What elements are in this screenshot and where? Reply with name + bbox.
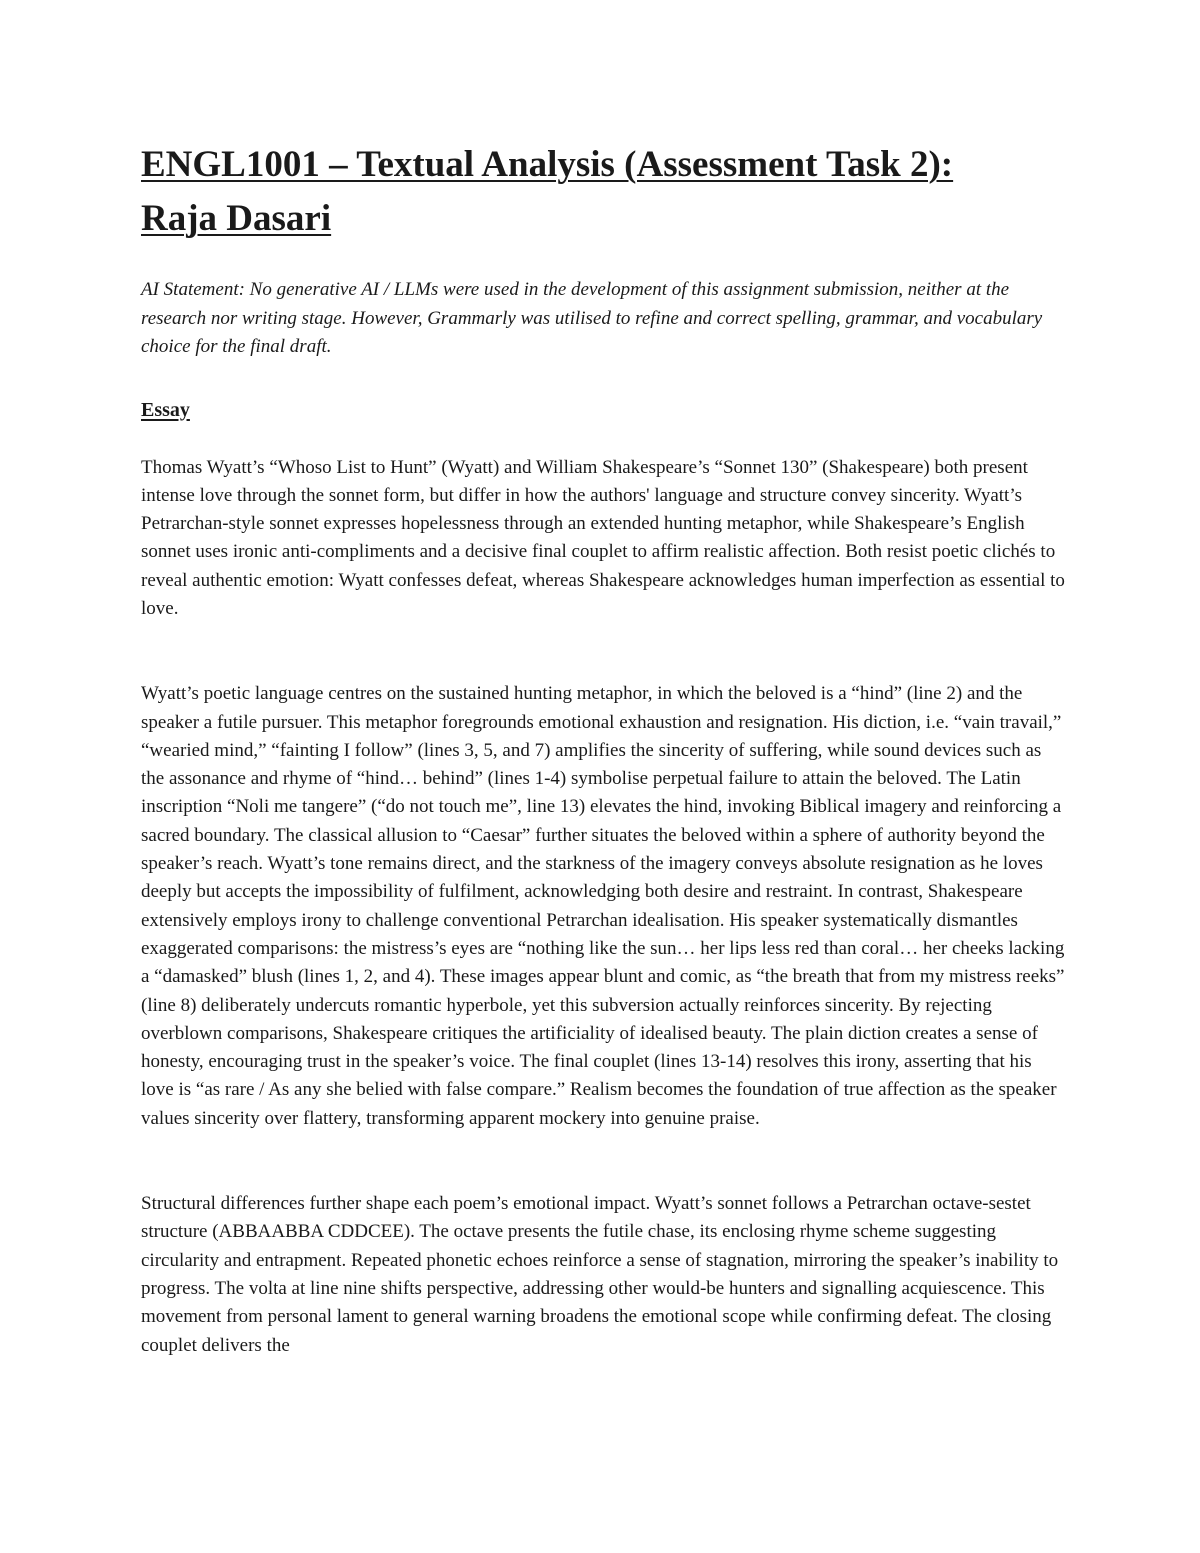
document-page xyxy=(141,138,1066,1360)
essay-paragraph-3: Structural differences further shape each poem’s emotional impact. Wyatt’s sonnet follows a Petrarchan octave-sestet structure (ABBAABBA CDDCEE). The octave presents the futile chase, its enclosing rhyme scheme suggesting circularity and entrapment. Repeated phonetic echoes reinforce a sense of stagnation, mirroring the speaker’s inability to progress. The volta at line nine shifts perspective, addressing other would-be hunters and signalling acquiescence. This movement from personal lament to general warning broadens the emotional scope while confirming defeat. The closing couplet delivers the xyxy=(141,1193,1059,1356)
essay-paragraph-1: Thomas Wyatt’s “Whoso List to Hunt” (Wyatt) and William Shakespeare’s “Sonnet 130” (Shakespeare) both present intense love through the sonnet form, but differ in how the authors' language and structure convey sincerity. Wyatt’s Petrarchan-style sonnet expresses hopelessness through an extended hunting metaphor, while Shakespeare’s English sonnet uses ironic anti-compliments and a decisive final couplet to affirm realistic affection. Both resist poetic clichés to reveal authentic emotion: Wyatt confesses defeat, whereas Shakespeare acknowledges human imperfection as essential to love. xyxy=(141,456,1065,619)
document-title xyxy=(141,138,1066,246)
section-heading-essay: Essay xyxy=(141,398,190,421)
ai-statement: AI Statement: No generative AI / LLMs were used in the development of this assignment submission, neither at the research nor writing stage. However, Grammarly was utilised to refine and correct spelling, grammar, and vocabulary choice for the final draft. xyxy=(141,279,1043,357)
essay-paragraph-2: Wyatt’s poetic language centres on the sustained hunting metaphor, in which the beloved is a “hind” (line 2) and the speaker a futile pursuer. This metaphor foregrounds emotional exhaustion and resignation. His diction, i.e. “vain travail,” “wearied mind,” “fainting I follow” (lines 3, 5, and 7) amplifies the sincerity of suffering, while sound devices such as the assonance and rhyme of “hind… behind” (lines 1-4) symbolise perpetual failure to attain the beloved. The Latin inscription “Noli me tangere” (“do not touch me”, line 13) elevates the hind, invoking Biblical imagery and reinforcing a sacred boundary. The classical allusion to “Caesar” further situates the beloved within a sphere of authority beyond the speaker’s reach. Wyatt’s tone remains direct, and the starkness of the imagery conveys absolute resignation as he loves deeply but accepts the impossibility of fulfilment, acknowledging both desire and restraint. In contrast, Shakespeare extensively employs irony to challenge conventional Petrarchan idealisation. His speaker systematically dismantles exaggerated comparisons: the mistress’s eyes are “nothing like the sun… her lips less red than coral… her cheeks lacking a “damasked” blush (lines 1, 2, and 4). These images appear blunt and comic, as “the breath that from my mistress reeks” (line 8) deliberately undercuts romantic hyperbole, yet this subversion actually reinforces sincerity. By rejecting overblown comparisons, Shakespeare critiques the artificiality of idealised beauty. The plain diction creates a sense of honesty, encouraging trust in the speaker’s voice. The final couplet (lines 13-14) resolves this irony, asserting that his love is “as rare / As any she belied with false compare.” Realism becomes the foundation of true affection as the speaker values sincerity over flattery, transforming apparent mockery into genuine praise. xyxy=(141,683,1065,1129)
title-line-1: ENGL1001 – Textual Analysis (Assessment Task 2): xyxy=(141,144,954,185)
title-line-2: Raja Dasari xyxy=(141,198,332,239)
